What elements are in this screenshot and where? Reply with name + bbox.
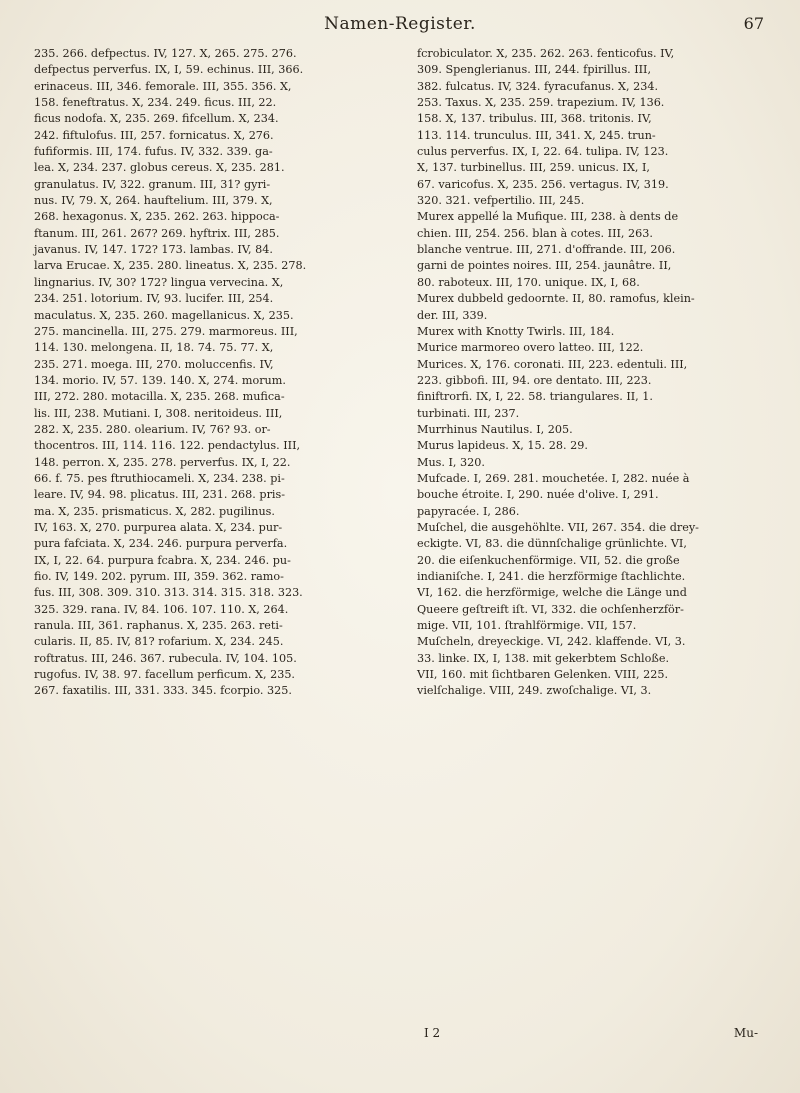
index-line: Mus. I, 320. [417,455,485,469]
index-line: 158. X, 137. tribulus. III, 368. tritonis. IV, [417,112,652,126]
index-line: IV, 163. X, 270. purpurea alata. X, 234. pur- [34,520,283,534]
index-line: Murex with Knotty Twirls. III, 184. [417,324,615,338]
index-line: 134. morio. IV, 57. 139. 140. X, 274. morum. [34,373,286,387]
index-line: Mufcade. I, 269. 281. mouchetée. I, 282. nuée à [417,471,690,485]
index-line: bouche étroite. I, 290. nuée d'olive. I, 291. [417,488,659,502]
index-line: 275. mancinella. III, 275. 279. marmoreus. III, [34,324,298,338]
index-line: 80. raboteux. III, 170. unique. IX, I, 68. [417,275,640,289]
index-line: 235. 266. defpectus. IV, 127. X, 265. 275. 276. [34,47,297,60]
index-line: granulatus. IV, 322. granum. III, 31? gyri- [34,177,271,191]
index-line: mige. VII, 101. ſtrahlförmige. VII, 157. [417,619,637,633]
index-line: 158. feneftratus. X, 234. 249. ficus. III, 22. [34,96,277,110]
index-line: 309. Spenglerianus. III, 244. fpirillus. III, [417,63,652,77]
index-line: Murice marmoreo overo latteo. III, 122. [417,341,644,355]
catchword: Mu- [733,1026,758,1040]
index-line: ficus nodofa. X, 235. 269. fifcellum. X, 234. [34,112,279,126]
index-line: ftanum. III, 261. 267? 269. hyftrix. III, 285. [34,226,280,240]
index-line: Queere geſtreift iſt. VI, 332. die ochſenherzför- [417,602,684,616]
index-line: cularis. II, 85. IV, 81? rofarium. X, 234. 245. [34,635,284,649]
page-title: Namen-Register. [324,14,476,34]
index-line: papyracée. I, 286. [417,504,520,518]
index-line: lingnarius. IV, 30? 172? lingua vervecina. X, [34,275,284,289]
index-line: larva Erucae. X, 235. 280. lineatus. X, 235. 278. [34,259,307,273]
index-line: 20. die eiſenkuchenförmige. VII, 52. die große [417,553,680,567]
index-line: eckigte. VI, 83. die dünnſchalige grünlichte. VI, [417,537,687,551]
index-line: ranula. III, 361. raphanus. X, 235. 263. reti- [34,619,283,633]
index-line: 268. hexagonus. X, 235. 262. 263. hippoca- [34,210,280,224]
index-line: VI, 162. die herzförmige, welche die Länge und [417,586,687,600]
index-line: nus. IV, 79. X, 264. hauftelium. III, 379. X, [34,194,273,208]
index-line: roftratus. III, 246. 367. rubecula. IV, 104. 105. [34,651,297,665]
index-line: defpectus perverfus. IX, I, 59. echinus. III, 366. [34,63,304,77]
index-line: 67. varicofus. X, 235. 256. vertagus. IV, 319. [417,177,669,191]
index-line: 325. 329. rana. IV, 84. 106. 107. 110. X, 264. [34,602,289,616]
index-line: X, 137. turbinellus. III, 259. unicus. IX, I, [417,161,650,175]
index-line: culus perverfus. IX, I, 22. 64. tulipa. IV, 123. [417,145,669,159]
index-line: maculatus. X, 235. 260. magellanicus. X, 235. [34,308,294,322]
index-line: thocentros. III, 114. 116. 122. pendactylus. III, [34,439,301,453]
index-line: Murrhinus Nautilus. I, 205. [417,422,573,436]
index-line: pura fafciata. X, 234. 246. purpura perverfa. [34,537,288,551]
index-line: der. III, 339. [417,308,488,322]
index-line: rugofus. IV, 38. 97. facellum perficum. X, 235. [34,668,295,682]
index-line: erinaceus. III, 346. femorale. III, 355. 356. X, [34,79,292,93]
index-line: 234. 251. lotorium. IV, 93. lucifer. III, 254. [34,292,274,306]
index-line: Muſcheln, dreyeckige. VI, 242. klaffende. VI, 3. [417,635,686,649]
page-number: 67 [743,14,764,33]
right-column [417,46,774,1046]
index-line: 282. X, 235. 280. olearium. IV, 76? 93. or- [34,422,271,436]
index-line: vielſchalige. VIII, 249. zwoſchalige. VI, 3. [417,684,652,698]
index-line: 33. linke. IX, I, 138. mit gekerbtem Schloße. [417,651,670,665]
index-line: III, 272. 280. motacilla. X, 235. 268. mufica- [34,390,285,404]
index-line: garni de pointes noires. III, 254. jaunâtre. II, [417,259,672,273]
index-line: finiftrorfi. IX, I, 22. 58. triangulares. II, 1. [417,390,653,404]
index-line: IX, I, 22. 64. purpura fcabra. X, 234. 246. pu- [34,553,291,567]
index-line: 114. 130. melongena. II, 18. 74. 75. 77. X, [34,341,274,355]
index-line: Murus lapideus. X, 15. 28. 29. [417,439,588,453]
index-line: 382. fulcatus. IV, 324. fyracufanus. X, 234. [417,79,659,93]
index-line: ma. X, 235. prismaticus. X, 282. pugilinus. [34,504,275,518]
index-line: 235. 271. moega. III, 270. moluccenfis. IV, [34,357,274,371]
index-line: fio. IV, 149. 202. pyrum. III, 359. 362. ramo- [34,570,284,583]
index-line: blanche ventrue. III, 271. d'offrande. III, 206. [417,243,676,257]
signature-mark: I 2 [424,1026,441,1040]
index-line: 113. 114. trunculus. III, 341. X, 245. trun- [417,128,656,142]
running-head [0,14,800,38]
index-line: Murex dubbeld gedoornte. II, 80. ramofus, klein- [417,292,695,306]
index-line: javanus. IV, 147. 172? 173. lambas. IV, 84. [34,243,273,257]
index-line: 148. perron. X, 235. 278. perverfus. IX, I, 22. [34,455,291,469]
left-column [34,46,391,1046]
index-line: indianiſche. I, 241. die herzförmige ſtachlichte. [417,570,686,583]
index-line: 242. fiftulofus. III, 257. fornicatus. X, 276. [34,128,274,142]
index-line: chien. III, 254. 256. blan à cotes. III, 263. [417,226,653,240]
index-line: 66. f. 75. pes ftruthiocameli. X, 234. 238. pi- [34,471,285,485]
index-line: leare. IV, 94. 98. plicatus. III, 231. 268. pris- [34,488,286,502]
index-line: Murex appellé la Mufique. III, 238. à dents de [417,210,679,224]
index-line: turbinati. III, 237. [417,406,520,420]
index-line: Murices. X, 176. coronati. III, 223. edentuli. III, [417,357,688,371]
index-line: fus. III, 308. 309. 310. 313. 314. 315. 318. 323. [34,586,303,600]
index-line: 223. gibbofi. III, 94. ore dentato. III, 223. [417,373,652,387]
index-line: fufiformis. III, 174. fufus. IV, 332. 339. ga- [34,145,273,159]
index-line: lea. X, 234. 237. globus cereus. X, 235. 281. [34,161,285,175]
index-line: 320. 321. vefpertilio. III, 245. [417,194,585,208]
index-line: 267. faxatilis. III, 331. 333. 345. fcorpio. 325. [34,684,292,698]
index-line: lis. III, 238. Mutiani. I, 308. neritoideus. III, [34,406,283,420]
index-line: VII, 160. mit ſichtbaren Gelenken. VIII, 225. [417,668,669,682]
index-line: fcrobiculator. X, 235. 262. 263. fenticofus. IV, [417,47,675,60]
index-line: Muſchel, die ausgehöhlte. VII, 267. 354. die drey- [417,520,699,534]
index-columns [34,46,774,1046]
index-line: 253. Taxus. X, 235. 259. trapezium. IV, 136. [417,96,665,110]
